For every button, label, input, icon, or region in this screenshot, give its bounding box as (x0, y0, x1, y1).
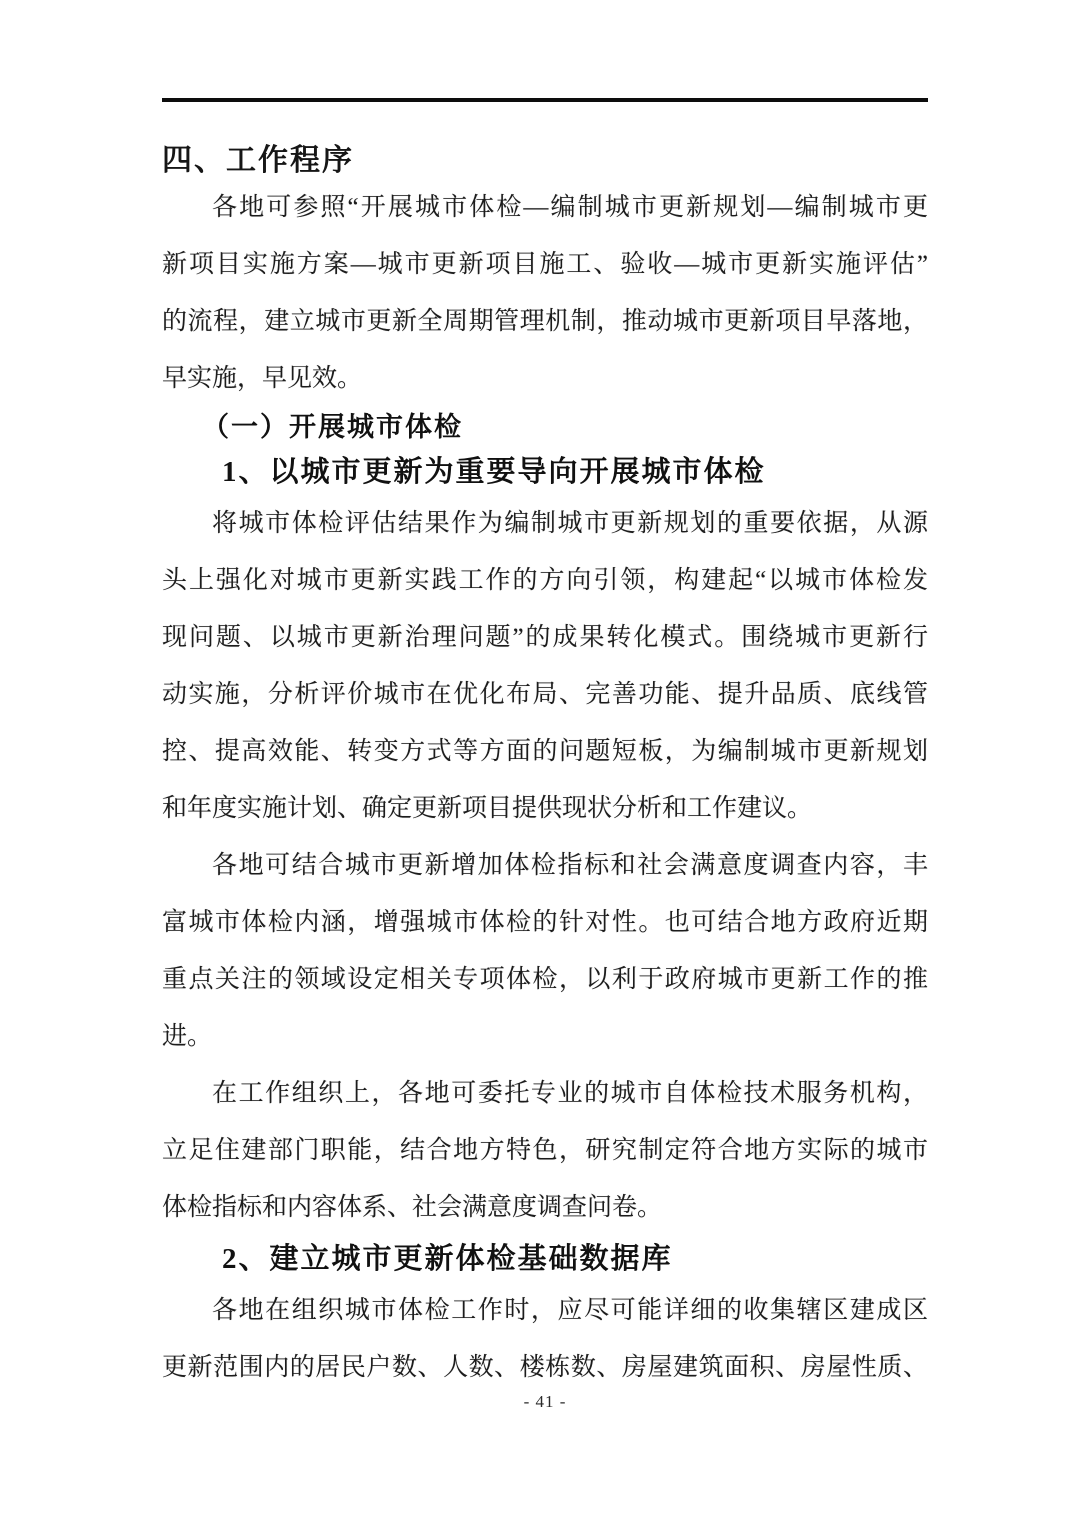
numbered-heading-2: 2、建立城市更新体检基础数据库 (222, 1243, 673, 1275)
text-line: 现问题、以城市更新治理问题”的成果转化模式。围绕城市更新行 (162, 624, 928, 651)
paragraph (162, 1282, 928, 1396)
page-number: - 41 - (523, 1392, 567, 1411)
numbered-heading-1: 1、以城市更新为重要导向开展城市体检 (222, 456, 766, 488)
text-line: 早实施，早见效。 (162, 365, 363, 392)
text-line: 各地在组织城市体检工作时，应尽可能详细的收集辖区建成区 (212, 1297, 928, 1324)
text-line: 各地可结合城市更新增加体检指标和社会满意度调查内容，丰 (212, 852, 928, 879)
paragraph (162, 1065, 928, 1236)
text-line: 更新范围内的居民户数、人数、楼栋数、房屋建筑面积、房屋性质、 (162, 1354, 928, 1381)
text-line: 头上强化对城市更新实践工作的方向引领，构建起“以城市体检发 (162, 567, 928, 594)
text-line: 动实施，分析评价城市在优化布局、完善功能、提升品质、底线管 (162, 681, 928, 708)
header-rule (162, 98, 928, 102)
text-line: 和年度实施计划、确定更新项目提供现状分析和工作建议。 (162, 795, 813, 822)
text-line: 重点关注的领域设定相关专项体检，以利于政府城市更新工作的推 (162, 966, 928, 993)
text-line: 富城市体检内涵，增强城市体检的针对性。也可结合地方政府近期 (162, 909, 928, 936)
text-line: 新项目实施方案—城市更新项目施工、验收—城市更新实施评估” (162, 251, 928, 278)
paragraph (162, 179, 928, 407)
text-line: 立足住建部门职能，结合地方特色，研究制定符合地方实际的城市 (162, 1137, 928, 1164)
text-line: 控、提高效能、转变方式等方面的问题短板，为编制城市更新规划 (162, 738, 928, 765)
subsection-heading: （一）开展城市体检 (202, 412, 463, 442)
text-line: 将城市体检评估结果作为编制城市更新规划的重要依据，从源 (212, 510, 928, 537)
paragraph (162, 837, 928, 1065)
text-line: 在工作组织上，各地可委托专业的城市自体检技术服务机构， (212, 1080, 928, 1107)
section-heading: 四、工作程序 (162, 144, 354, 177)
text-line: 各地可参照“开展城市体检—编制城市更新规划—编制城市更 (212, 194, 928, 221)
paragraph (162, 495, 928, 837)
text-line: 体检指标和内容体系、社会满意度调查问卷。 (162, 1194, 663, 1221)
text-line: 进。 (162, 1023, 213, 1050)
text-line: 的流程，建立城市更新全周期管理机制，推动城市更新项目早落地， (162, 308, 928, 335)
document-body (162, 143, 928, 1396)
